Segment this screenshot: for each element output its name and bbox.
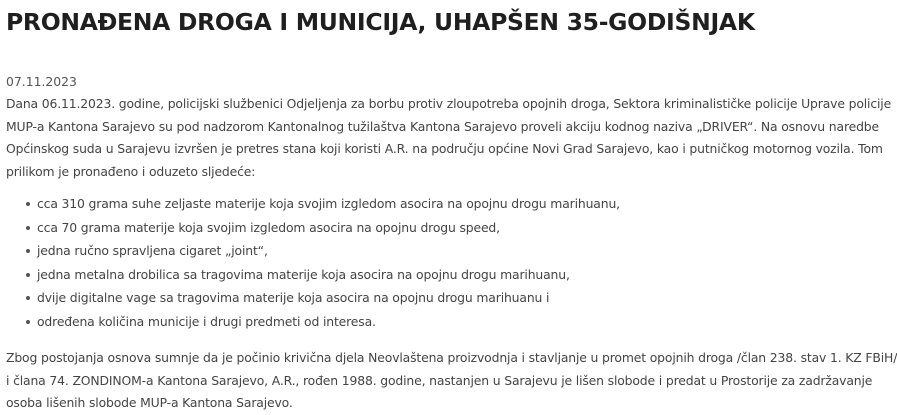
bullet-icon xyxy=(26,296,30,300)
list-item-text: jedna ručno spravljena cigaret „joint“, xyxy=(37,243,268,258)
list-item-text: jedna metalna drobilica sa tragovima materije koja asocira na opojnu drogu marihuanu, xyxy=(37,266,570,282)
seized-items-list xyxy=(6,192,794,333)
list-item xyxy=(26,286,794,310)
list-item-text: cca 70 grama materije koja svojim izgledom asocira na opojnu drogu speed, xyxy=(37,219,500,235)
bullet-icon xyxy=(26,226,30,230)
article-paragraph-intro xyxy=(6,93,892,183)
list-item xyxy=(26,239,794,263)
bullet-icon xyxy=(26,202,30,206)
paragraph-line: Zbog postojanja osnova sumnje da je počinio krivična djela Neovlaštena proizvodnja i stavljanje u promet opojnih droga /član 238. stav 1. KZ FBiH/ xyxy=(6,350,897,365)
article-date: 07.11.2023 xyxy=(6,74,77,89)
list-item-text: određena količina municije i drugi predmeti od interesa. xyxy=(37,313,376,329)
paragraph-line: osoba lišenih slobode MUP-a Kantona Sarajevo. xyxy=(6,395,293,410)
list-item xyxy=(26,263,794,287)
paragraph-line: i člana 74. ZONDINOM-a Kantona Sarajevo, A.R., rođen 1988. godine, nastanjen u Sarajevu je lišen slobode i predat u Prostorije za zadržavanje xyxy=(6,372,873,388)
list-item xyxy=(26,310,794,334)
article-paragraph-conclusion xyxy=(6,347,897,415)
bullet-icon xyxy=(26,320,30,324)
list-item xyxy=(26,192,794,216)
bullet-icon xyxy=(26,273,30,277)
list-item-text: dvije digitalne vage sa tragovima materije koja asocira na opojnu drogu marihuanu i xyxy=(37,290,550,305)
paragraph-line: MUP-a Kantona Sarajevo su pod nadzorom Kantonalnog tužilaštva Kantona Sarajevo proveli akciju kodnog naziva „DRIVER“. Na osnovu naredbe xyxy=(6,118,879,134)
paragraph-line: prilikom je pronađeno i oduzeto sljedeće: xyxy=(6,163,256,179)
article-title: PRONAĐENA DROGA I MUNICIJA, UHAPŠEN 35-GODIŠNJAK xyxy=(6,8,755,36)
list-item xyxy=(26,216,794,240)
bullet-icon xyxy=(26,249,30,253)
paragraph-line: Dana 06.11.2023. godine, policijski službenici Odjeljenja za borbu protiv zloupotreba opojnih droga, Sektora kriminalističke policije Uprave policije xyxy=(6,96,892,111)
list-item-text: cca 310 grama suhe zeljaste materije koja svojim izgledom asocira na opojnu drogu marihuanu, xyxy=(37,196,620,211)
paragraph-line: Općinskog suda u Sarajevu izvršen je pretres stana koji koristi A.R. na području općine Novi Grad Sarajevo, kao i putničkog motornog vozila. Tom xyxy=(6,141,883,156)
